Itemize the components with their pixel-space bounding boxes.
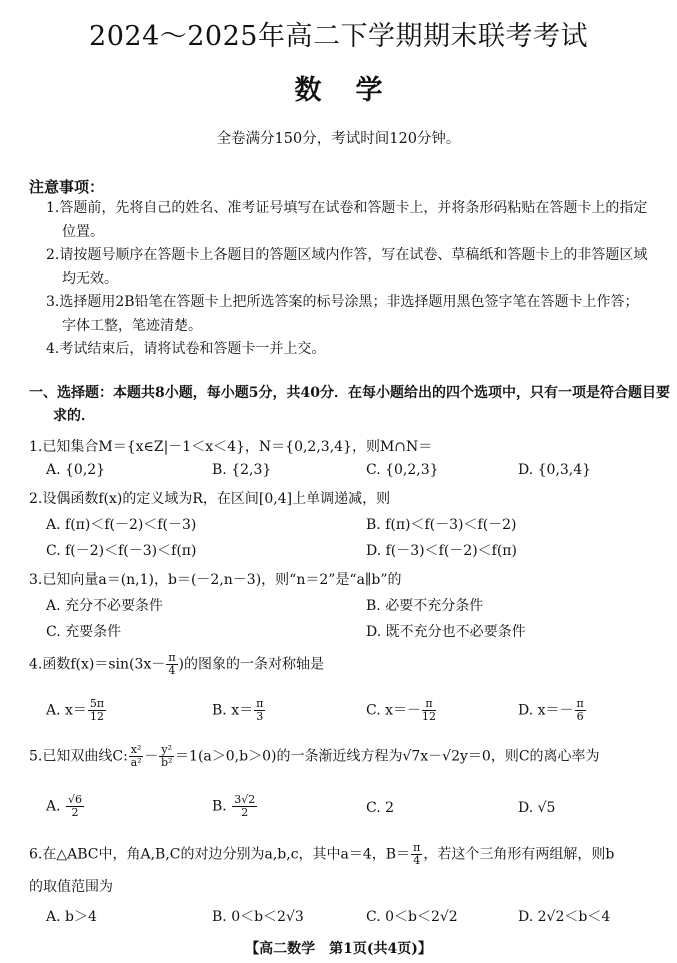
question-6-stem: 6.在△ABC中，角A,B,C的对边分别为a,b,c，其中a＝4，B＝ $\frac{\pi}{4}$ ，若这个三角形有两组解，则b <box>29 841 615 867</box>
q6-option-c: C. 0＜b＜2√2 <box>366 909 458 925</box>
q4-option-a: A. x＝ $\frac{5\pi}{12}$ <box>46 697 105 723</box>
q5-option-b: B. $\frac{3√2}{2}$ <box>212 793 256 819</box>
q4-frac-den: 4 <box>168 664 176 677</box>
exam-title: 2024～2025年高二下学期期末联考考试 <box>89 21 588 52</box>
q1-option-a: A. {0,2} <box>46 462 106 478</box>
section-heading: 一、选择题：本题共8小题，每小题5分，共40分．在每小题给出的四个选项中，只有一项是符合题目要求的． <box>29 385 670 424</box>
q4-option-d: D. x＝－ $\frac{\pi}{6}$ <box>518 697 584 723</box>
q3-option-a: A. 充分不必要条件 <box>46 598 164 614</box>
q2-option-c: C. f(－2)＜f(－3)＜f(π) <box>46 543 197 559</box>
question-3-stem: 3.已知向量a＝(n,1)，b＝(－2,n－3)，则“n＝2”是“a∥b”的 <box>29 572 402 588</box>
q3-option-b: B. 必要不充分条件 <box>366 598 484 614</box>
note-item: 2.请按题号顺序在答题卡上各题目的答题区域内作答，写在试卷、草稿纸和答题卡上的非答题区域均无效。 <box>46 247 648 287</box>
q4-option-c: C. x＝－ $\frac{\pi}{12}$ <box>366 697 437 723</box>
q3-option-d: D. 既不充分也不必要条件 <box>366 624 526 640</box>
q2-option-d: D. f(－3)＜f(－2)＜f(π) <box>366 543 517 559</box>
q6-option-a: A. b＞4 <box>46 909 97 925</box>
q4-frac-num: π <box>168 651 176 664</box>
q4-stem-pre: 4.函数f(x)＝sin(3x－ <box>29 656 166 673</box>
q4-stem-post: )的图象的一条对称轴是 <box>178 656 325 673</box>
question-2-stem: 2.设偶函数f(x)的定义域为R，在区间[0,4]上单调递减，则 <box>29 491 391 507</box>
q4-stem-fraction <box>166 652 177 677</box>
q5-option-c: C. 2 <box>366 800 395 816</box>
q2-option-a: A. f(π)＜f(－2)＜f(－3) <box>46 517 197 533</box>
note-item: 4.考试结束后，请将试卷和答题卡一并上交。 <box>46 341 326 357</box>
q4-option-b: B. x＝ $\frac{\pi}{3}$ <box>212 697 264 723</box>
page-footer: 【高二数学 第1页(共4页)】 <box>245 941 432 957</box>
note-item: 1.答题前，先将自己的姓名、准考证号填写在试卷和答题卡上，并将条形码粘贴在答题卡上的指定位置。 <box>46 200 648 240</box>
q5-option-d: D. √5 <box>518 800 556 816</box>
notes-list <box>46 197 651 362</box>
q6-option-d: D. 2√2＜b＜4 <box>518 909 611 925</box>
notes-title: 注意事项： <box>29 178 105 196</box>
q1-option-d: D. {0,3,4} <box>518 462 592 478</box>
q2-option-b: B. f(π)＜f(－3)＜f(－2) <box>366 517 517 533</box>
question-1-stem: 1.已知集合M＝{x∈Z|－1＜x＜4}，N＝{0,2,3,4}，则M∩N＝ <box>29 439 433 455</box>
note-item: 3.选择题用2B铅笔在答题卡上把所选答案的标号涂黑；非选择题用黑色签字笔在答题卡上作答；字体工整，笔迹清楚。 <box>46 294 639 334</box>
question-4-stem <box>29 652 324 677</box>
q1-option-b: B. {2,3} <box>212 462 272 478</box>
exam-info: 全卷满分150分，考试时间120分钟。 <box>216 131 461 147</box>
q3-option-c: C. 充要条件 <box>46 624 122 640</box>
exam-subject: 数学 <box>294 75 417 106</box>
q1-option-c: C. {0,2,3} <box>366 462 439 478</box>
q6-option-b: B. 0＜b＜2√3 <box>212 909 304 925</box>
question-5-stem: 5.已知双曲线C: $\frac{\text{x²}}{\text{a²}}$ － $\frac{\text{y²}}{\text{b²}}$ ＝1(a＞0,b＞0)的一条渐近线方程为√7x－√2y＝0，则C的离心率为 <box>29 743 600 769</box>
q5-option-a: A. $\frac{√6}{2}$ <box>46 793 83 819</box>
question-6-stem-line2: 的取值范围为 <box>29 879 113 895</box>
